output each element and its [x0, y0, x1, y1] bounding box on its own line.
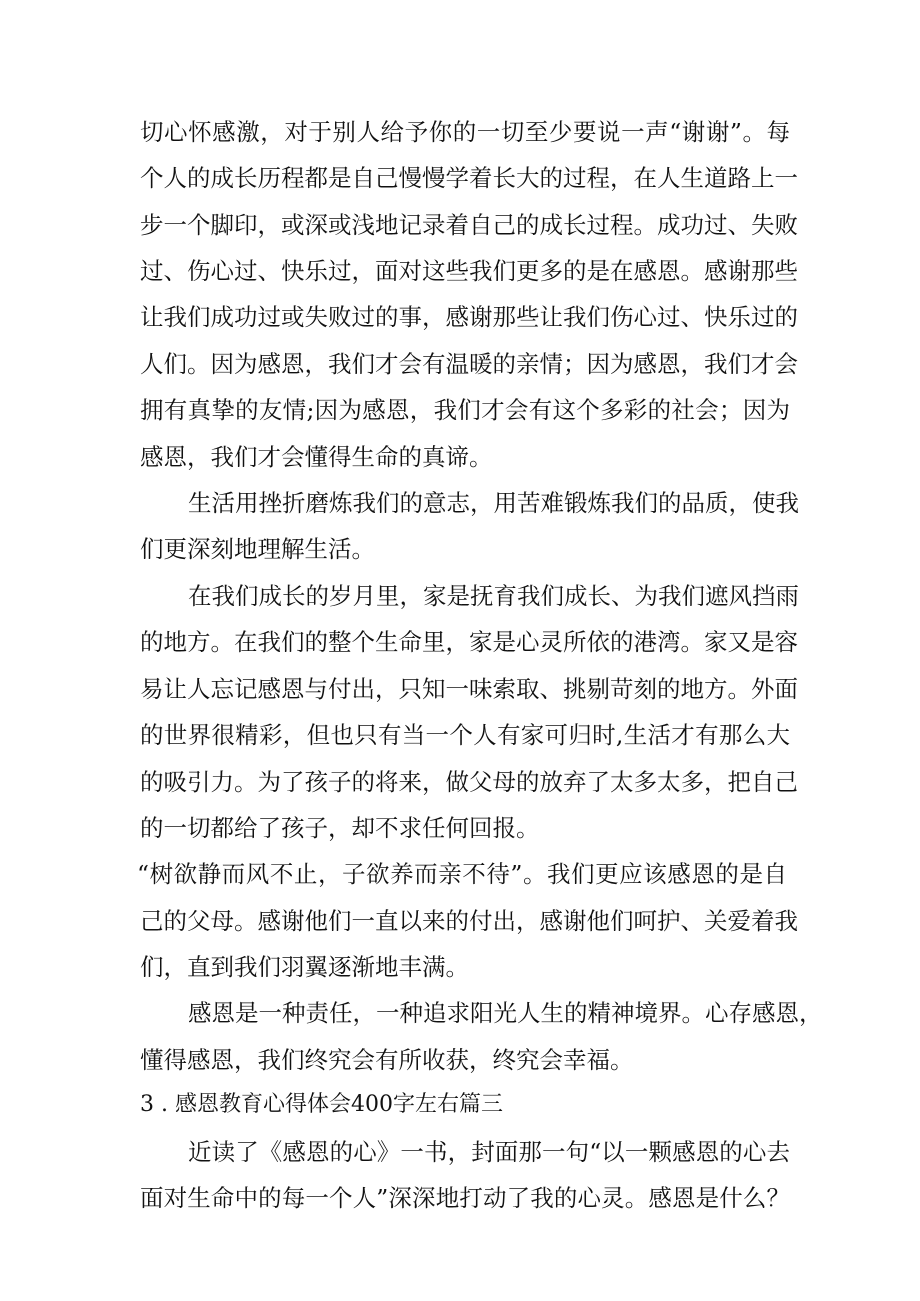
paragraph-line: 生活用挫折磨炼我们的意志，用苦难锻炼我们的品质，使我: [188, 489, 799, 517]
paragraph-line: 的地方。在我们的整个生命里，家是心灵所依的港湾。家又是容: [140, 628, 798, 656]
section-heading: 3 . 感恩教育心得体会400字左右篇三: [140, 1092, 503, 1117]
paragraph-line: 个人的成长历程都是自己慢慢学着长大的过程，在人生道路上一: [140, 164, 798, 192]
paragraph-line: 过、伤心过、快乐过，面对这些我们更多的是在感恩。感谢那些: [140, 257, 798, 285]
paragraph-line: 懂得感恩，我们终究会有所收获，终究会幸福。: [140, 1046, 634, 1074]
paragraph-line: 近读了《感恩的心》一书，封面那一句“以一颗感恩的心去: [188, 1138, 790, 1166]
paragraph-line: 的吸引力。为了孩子的将来，做父母的放弃了太多太多，把自己: [140, 768, 798, 796]
paragraph-line: 在我们成长的岁月里，家是抚育我们成长、为我们遮风挡雨: [188, 582, 799, 610]
paragraph-line: 面对生命中的每一个人”深深地打动了我的心灵。感恩是什么？: [140, 1184, 790, 1212]
paragraph-line: 感恩，我们才会懂得生命的真谛。: [140, 443, 493, 471]
paragraph-line: “树欲静而风不止，子欲养而亲不待”。我们更应该感恩的是自: [137, 860, 787, 888]
paragraph-line: 拥有真挚的友情;因为感恩，我们才会有这个多彩的社会；因为: [140, 396, 790, 424]
paragraph-line: 的世界很精彩，但也只有当一个人有家可归时,生活才有那么大: [140, 721, 790, 749]
paragraph-line: 易让人忘记感恩与付出，只知一味索取、挑剔苛刻的地方。外面: [140, 675, 798, 703]
paragraph-line: 步一个脚印，或深或浅地记录着自己的成长过程。成功过、失败: [140, 211, 798, 239]
paragraph-line: 己的父母。感谢他们一直以来的付出，感谢他们呵护、关爱着我: [140, 907, 798, 935]
paragraph-line: 人们。因为感恩，我们才会有温暖的亲情；因为感恩，我们才会: [140, 350, 798, 378]
paragraph-line: 们，直到我们羽翼逐渐地丰满。: [140, 953, 469, 981]
paragraph-line: 感恩是一种责任，一种追求阳光人生的精神境界。心存感恩，: [188, 999, 823, 1027]
paragraph-line: 的一切都给了孩子，却不求任何回报。: [140, 814, 540, 842]
paragraph-line: 让我们成功过或失败过的事，感谢那些让我们伤心过、快乐过的: [140, 303, 798, 331]
paragraph-line: 切心怀感激，对于别人给予你的一切至少要说一声“谢谢”。每: [140, 118, 790, 146]
paragraph-line: 们更深刻地理解生活。: [140, 535, 375, 563]
